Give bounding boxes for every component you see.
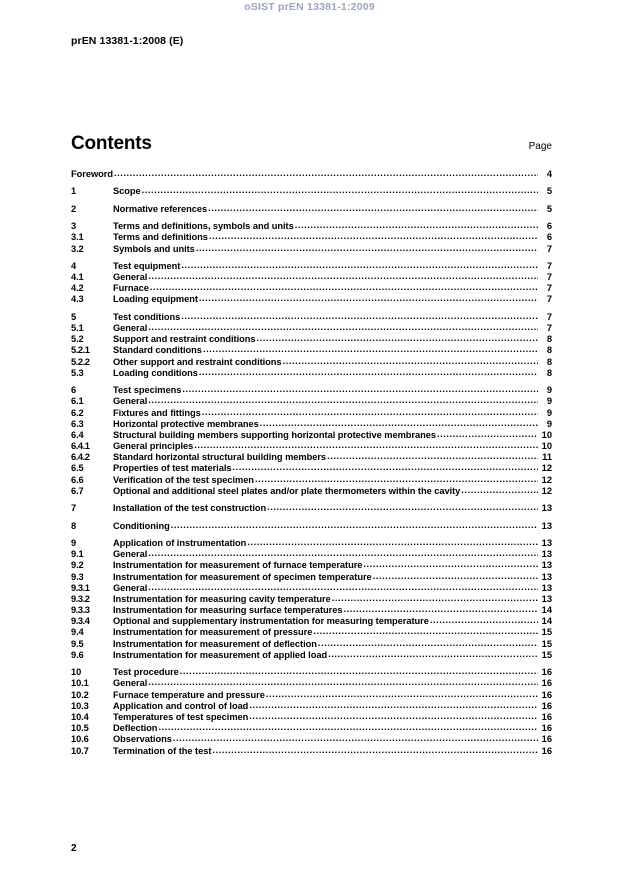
toc-entry[interactable]	[71, 649, 552, 660]
toc-dot-leader	[181, 311, 538, 320]
toc-entry[interactable]	[71, 593, 552, 604]
toc-entry-page-number: 7	[546, 272, 552, 283]
toc-entry-label: Termination of the test	[113, 745, 212, 756]
toc-entry-number: 6.2	[71, 407, 84, 418]
toc-entry-page-number: 16	[541, 711, 552, 722]
toc-dot-leader	[249, 700, 538, 709]
toc-entry[interactable]	[71, 168, 552, 179]
toc-entry[interactable]	[71, 582, 552, 593]
toc-entry-number: 6.4	[71, 429, 84, 440]
toc-entry-page-number: 9	[546, 407, 552, 418]
toc-entry[interactable]	[71, 322, 552, 333]
toc-entry-label: Instrumentation for measuring cavity temperature	[113, 593, 331, 604]
toc-dot-leader	[114, 168, 538, 177]
toc-entry-label: Optional and additional steel plates and/or plate thermometers within the cavity	[113, 485, 461, 496]
toc-entry[interactable]	[71, 231, 552, 242]
toc-dot-leader	[255, 474, 538, 483]
toc-entry[interactable]	[71, 440, 552, 451]
toc-entry-number: 5.2	[71, 334, 84, 345]
toc-entry-page-number: 14	[541, 616, 552, 627]
toc-entry-page-number: 13	[541, 549, 552, 560]
toc-entry-label: Fixtures and fittings	[113, 407, 201, 418]
toc-entry-number: 9.3.1	[71, 582, 90, 593]
toc-dot-leader	[199, 293, 538, 302]
toc-entry[interactable]	[71, 571, 552, 582]
toc-entry[interactable]	[71, 243, 552, 254]
toc-entry-number: 10.2	[71, 689, 89, 700]
toc-entry[interactable]	[71, 548, 552, 559]
toc-entry-label: General	[113, 582, 148, 593]
toc-entry-number: 10.5	[71, 723, 89, 734]
toc-entry[interactable]	[71, 311, 552, 322]
toc-entry-label: General	[113, 678, 148, 689]
toc-entry-page-number: 16	[541, 700, 552, 711]
toc-entry[interactable]	[71, 451, 552, 462]
toc-dot-leader	[343, 604, 538, 613]
toc-entry-number: 9.2	[71, 560, 84, 571]
toc-dot-leader	[202, 407, 538, 416]
toc-entry-label: Application and control of load	[113, 700, 249, 711]
toc-entry-label: Standard horizontal structural building members	[113, 452, 327, 463]
toc-entry[interactable]	[71, 271, 552, 282]
table-of-contents	[71, 168, 552, 756]
toc-entry-label: Observations	[113, 734, 172, 745]
toc-entry-label: Instrumentation for measurement of applied load	[113, 649, 328, 660]
toc-entry[interactable]	[71, 203, 552, 214]
page-column-label: Page	[528, 141, 552, 152]
toc-dot-leader	[209, 231, 538, 240]
toc-entry-label: Instrumentation for measurement of deflection	[113, 638, 317, 649]
toc-entry-page-number: 16	[541, 745, 552, 756]
toc-entry-label: Structural building members supporting horizontal protective membranes	[113, 429, 436, 440]
toc-entry-page-number: 7	[546, 243, 552, 254]
toc-entry-label: Foreword	[71, 169, 113, 179]
toc-dot-leader	[148, 271, 538, 280]
toc-entry[interactable]	[71, 344, 552, 355]
toc-entry-page-number: 16	[541, 678, 552, 689]
toc-entry-number: 6.1	[71, 396, 84, 407]
toc-entry-page-number: 4	[546, 169, 552, 179]
toc-dot-leader	[212, 745, 538, 754]
toc-entry-label: General	[113, 549, 148, 560]
toc-entry-label: Test equipment	[113, 260, 181, 271]
toc-dot-leader	[249, 711, 538, 720]
toc-entry-number: 10.1	[71, 678, 89, 689]
toc-entry-number: 9	[71, 537, 77, 548]
toc-entry[interactable]	[71, 733, 552, 744]
toc-entry[interactable]	[71, 700, 552, 711]
toc-entry[interactable]	[71, 293, 552, 304]
toc-entry-page-number: 6	[546, 221, 552, 232]
toc-entry-page-number: 15	[541, 649, 552, 660]
toc-entry[interactable]	[71, 407, 552, 418]
toc-entry-page-number: 13	[541, 503, 552, 514]
toc-entry-page-number: 10	[541, 441, 552, 452]
toc-dot-leader	[171, 520, 538, 529]
toc-entry[interactable]	[71, 282, 552, 293]
toc-entry-page-number: 6	[546, 232, 552, 243]
page-title: Contents	[71, 133, 152, 154]
toc-entry-number: 8	[71, 520, 77, 531]
toc-dot-leader	[373, 571, 538, 580]
toc-entry[interactable]	[71, 666, 552, 677]
toc-entry-label: Test conditions	[113, 311, 181, 322]
toc-dot-leader	[437, 429, 538, 438]
toc-entry-page-number: 8	[546, 334, 552, 345]
toc-dot-leader	[181, 260, 538, 269]
toc-entry-label: Instrumentation for measuring surface temperatures	[113, 605, 343, 616]
toc-dot-leader	[173, 733, 538, 742]
toc-entry-page-number: 15	[541, 627, 552, 638]
toc-entry[interactable]	[71, 384, 552, 395]
toc-entry-number: 9.6	[71, 649, 84, 660]
toc-entry-page-number: 9	[546, 385, 552, 396]
toc-entry-page-number: 13	[541, 560, 552, 571]
toc-dot-leader	[328, 649, 538, 658]
toc-entry[interactable]	[71, 485, 552, 496]
toc-dot-leader	[232, 462, 538, 471]
toc-dot-leader	[180, 666, 538, 675]
toc-entry[interactable]	[71, 689, 552, 700]
toc-entry-label: Deflection	[113, 723, 158, 734]
toc-dot-leader	[267, 502, 538, 511]
toc-entry-number: 9.5	[71, 638, 84, 649]
toc-dot-leader	[295, 220, 538, 229]
toc-dot-leader	[142, 185, 538, 194]
toc-entry-label: Instrumentation for measurement of specimen temperature	[113, 571, 372, 582]
toc-entry-label: Terms and definitions, symbols and units	[113, 221, 294, 232]
toc-dot-leader	[247, 537, 538, 546]
toc-entry[interactable]	[71, 711, 552, 722]
toc-entry-number: 10.6	[71, 734, 89, 745]
toc-entry-page-number: 15	[541, 638, 552, 649]
toc-dot-leader	[203, 344, 538, 353]
toc-entry-number: 3.1	[71, 232, 84, 243]
toc-entry-page-number: 5	[546, 186, 552, 197]
toc-entry[interactable]	[71, 677, 552, 688]
toc-entry[interactable]	[71, 418, 552, 429]
toc-entry-label: Application of instrumentation	[113, 537, 247, 548]
toc-entry-number: 1	[71, 186, 77, 197]
toc-entry-number: 6.5	[71, 463, 84, 474]
toc-entry-page-number: 12	[541, 463, 552, 474]
toc-dot-leader	[461, 485, 538, 494]
toc-entry-number: 6	[71, 385, 77, 396]
toc-entry-label: Furnace temperature and pressure	[113, 689, 265, 700]
toc-entry-page-number: 7	[546, 260, 552, 271]
toc-entry-number: 5	[71, 311, 77, 322]
toc-entry-label: General	[113, 272, 148, 283]
toc-entry-label: Test specimens	[113, 385, 182, 396]
toc-entry[interactable]	[71, 462, 552, 473]
toc-entry-number: 6.6	[71, 474, 84, 485]
toc-entry-page-number: 7	[546, 283, 552, 294]
toc-dot-leader	[260, 418, 538, 427]
toc-dot-leader	[148, 677, 538, 686]
toc-entry-number: 10.3	[71, 700, 89, 711]
toc-dot-leader	[182, 384, 538, 393]
toc-dot-leader	[148, 548, 538, 557]
toc-entry-label: Other support and restraint conditions	[113, 356, 282, 367]
toc-entry-label: General	[113, 396, 148, 407]
toc-entry-page-number: 16	[541, 689, 552, 700]
toc-entry-number: 4.3	[71, 294, 84, 305]
footer-page-number: 2	[71, 843, 77, 854]
toc-entry-label: Verification of the test specimen	[113, 474, 254, 485]
toc-dot-leader	[194, 440, 538, 449]
toc-dot-leader	[208, 203, 538, 212]
toc-entry[interactable]	[71, 520, 552, 531]
toc-dot-leader	[158, 722, 538, 731]
toc-entry-page-number: 13	[541, 571, 552, 582]
toc-entry-number: 9.3.3	[71, 605, 90, 616]
toc-entry-page-number: 10	[541, 429, 552, 440]
toc-entry-page-number: 9	[546, 418, 552, 429]
toc-entry-label: Loading equipment	[113, 294, 198, 305]
toc-entry[interactable]	[71, 395, 552, 406]
toc-entry-label: Terms and definitions	[113, 232, 208, 243]
toc-entry[interactable]	[71, 559, 552, 570]
toc-entry[interactable]	[71, 185, 552, 196]
toc-entry-page-number: 13	[541, 582, 552, 593]
toc-entry-page-number: 8	[546, 345, 552, 356]
toc-entry-page-number: 7	[546, 311, 552, 322]
toc-entry-number: 4	[71, 260, 77, 271]
toc-entry-page-number: 13	[541, 520, 552, 531]
toc-entry-page-number: 9	[546, 396, 552, 407]
toc-entry-number: 5.1	[71, 323, 84, 333]
toc-entry-number: 5.3	[71, 367, 84, 378]
toc-entry-number: 2	[71, 203, 77, 214]
toc-entry-number: 9.1	[71, 549, 84, 560]
toc-entry-number: 9.3	[71, 571, 84, 582]
toc-dot-leader	[148, 322, 538, 331]
toc-entry-label: Scope	[113, 186, 141, 197]
toc-entry-label: Loading conditions	[113, 367, 198, 378]
toc-dot-leader	[266, 689, 538, 698]
toc-entry-number: 6.4.1	[71, 441, 90, 452]
toc-entry-page-number: 7	[546, 294, 552, 305]
toc-entry-number: 9.3.2	[71, 593, 90, 604]
toc-dot-leader	[430, 615, 538, 624]
toc-entry[interactable]	[71, 429, 552, 440]
toc-entry-label: Optional and supplementary instrumentation for measuring temperature	[113, 616, 429, 627]
toc-dot-leader	[332, 593, 538, 602]
toc-dot-leader	[283, 356, 538, 365]
toc-entry-page-number: 13	[541, 593, 552, 604]
toc-dot-leader	[148, 395, 538, 404]
toc-entry[interactable]	[71, 367, 552, 378]
toc-dot-leader	[363, 559, 538, 568]
toc-dot-leader	[318, 638, 538, 647]
toc-entry[interactable]	[71, 722, 552, 733]
toc-entry-number: 7	[71, 503, 77, 514]
toc-entry-page-number: 8	[546, 356, 552, 367]
toc-entry[interactable]	[71, 474, 552, 485]
toc-entry-page-number: 16	[541, 723, 552, 734]
toc-entry-page-number: 14	[541, 605, 552, 616]
toc-entry-number: 3	[71, 221, 77, 232]
toc-entry[interactable]	[71, 626, 552, 637]
toc-entry[interactable]	[71, 615, 552, 626]
toc-entry[interactable]	[71, 502, 552, 513]
toc-entry[interactable]	[71, 260, 552, 271]
toc-entry-number: 5.2.1	[71, 345, 90, 356]
toc-entry-label: Properties of test materials	[113, 463, 232, 474]
toc-entry-label: Temperatures of test specimen	[113, 711, 249, 722]
toc-dot-leader	[199, 367, 538, 376]
document-identifier: prEN 13381-1:2008 (E)	[71, 35, 184, 47]
toc-entry-number: 6.3	[71, 418, 84, 429]
toc-entry-page-number: 5	[546, 203, 552, 214]
toc-entry-number: 10	[71, 667, 82, 678]
toc-dot-leader	[150, 282, 538, 291]
toc-entry-label: General principles	[113, 441, 194, 452]
toc-entry[interactable]	[71, 356, 552, 367]
toc-entry-label: Symbols and units	[113, 243, 195, 254]
toc-dot-leader	[313, 626, 538, 635]
toc-entry-page-number: 8	[546, 367, 552, 378]
toc-entry-page-number: 12	[541, 474, 552, 485]
toc-entry[interactable]	[71, 537, 552, 548]
toc-entry-label: Horizontal protective membranes	[113, 418, 259, 429]
toc-entry-number: 5.2.2	[71, 356, 90, 367]
toc-entry-label: Standard conditions	[113, 345, 202, 356]
toc-entry-label: Conditioning	[113, 520, 170, 531]
toc-entry-number: 6.7	[71, 485, 84, 496]
toc-entry-label: Installation of the test construction	[113, 503, 267, 514]
watermark-header: oSIST prEN 13381-1:2009	[244, 1, 375, 13]
toc-entry[interactable]	[71, 638, 552, 649]
toc-dot-leader	[196, 243, 538, 252]
toc-entry-page-number: 16	[541, 667, 552, 678]
toc-dot-leader	[327, 451, 538, 460]
toc-entry[interactable]	[71, 220, 552, 231]
toc-entry-number: 4.2	[71, 283, 84, 294]
toc-entry-label: Instrumentation for measurement of pressure	[113, 627, 313, 638]
toc-entry[interactable]	[71, 604, 552, 615]
toc-entry-label: Furnace	[113, 283, 149, 294]
toc-dot-leader	[148, 582, 538, 591]
toc-entry-number: 10.4	[71, 711, 89, 722]
toc-entry[interactable]	[71, 745, 552, 756]
toc-entry-label: Support and restraint conditions	[113, 334, 256, 345]
toc-entry-page-number: 12	[541, 485, 552, 496]
toc-entry-page-number: 7	[546, 323, 552, 333]
toc-entry-number: 9.3.4	[71, 616, 90, 627]
toc-entry-label: General	[113, 323, 148, 333]
toc-entry-page-number: 16	[541, 734, 552, 745]
contents-header	[71, 133, 552, 155]
toc-entry-number: 6.4.2	[71, 452, 90, 463]
toc-entry-number: 10.7	[71, 745, 89, 756]
toc-entry-label: Instrumentation for measurement of furnace temperature	[113, 560, 363, 571]
toc-dot-leader	[257, 333, 538, 342]
toc-entry-label: Normative references	[113, 203, 208, 214]
toc-entry-number: 9.4	[71, 627, 84, 638]
toc-entry-number: 3.2	[71, 243, 84, 254]
toc-entry-number: 4.1	[71, 272, 84, 283]
toc-entry[interactable]	[71, 333, 552, 344]
toc-entry-page-number: 11	[542, 452, 552, 463]
toc-entry-page-number: 13	[541, 537, 552, 548]
toc-entry-label: Test procedure	[113, 667, 179, 678]
